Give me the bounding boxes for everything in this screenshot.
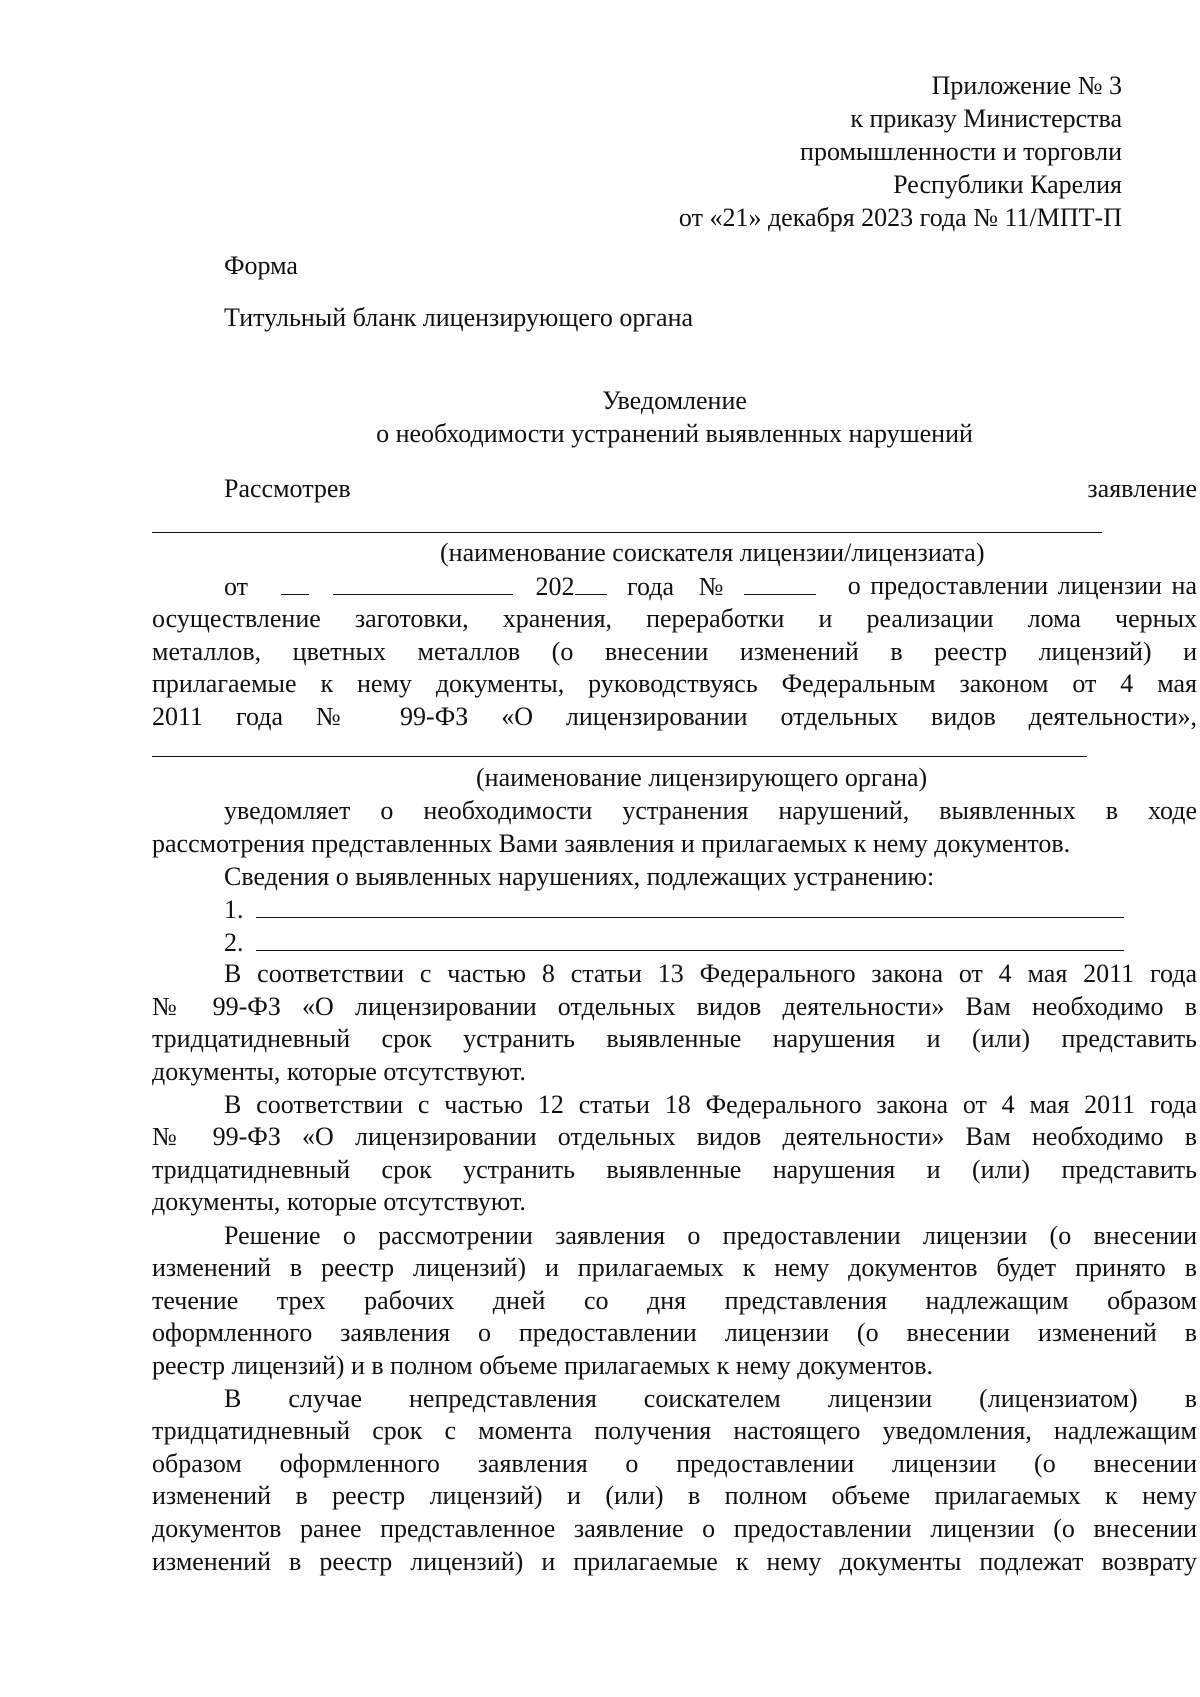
- p1-from: от: [224, 572, 249, 601]
- header-appendix: Приложение № 3: [931, 71, 1122, 100]
- p4-line4: документы, которые отсутствуют.: [152, 1187, 526, 1216]
- document-subtitle: о необходимости устранений выявленных нарушений: [376, 419, 973, 448]
- violation-item-1-number: 1.: [224, 895, 244, 924]
- p1-number-sign: №: [698, 572, 724, 601]
- p3-line2: № 99-ФЗ «О лицензировании отдельных видов деятельности» Вам необходимо в: [152, 992, 1197, 1021]
- year-blank: [575, 570, 607, 595]
- header-republic: Республики Карелия: [893, 170, 1122, 199]
- p4-line1: В соответствии с частью 12 статьи 18 Федерального закона от 4 мая 2011 года: [224, 1090, 1197, 1119]
- p4-line3: тридцатидневный срок устранить выявленные нарушения и (или) представить: [152, 1155, 1197, 1184]
- authority-name-line: [152, 756, 1087, 757]
- p1-year: 202: [535, 572, 575, 601]
- p3-line4: документы, которые отсутствуют.: [152, 1057, 526, 1086]
- p6-line3: образом оформленного заявления о предоставлении лицензии (о внесении: [152, 1449, 1197, 1478]
- header-date-number: от «21» декабря 2023 года № 11/МПТ-П: [678, 203, 1122, 232]
- p1-line5: 2011 года № 99-ФЗ «О лицензировании отдельных видов деятельности»,: [152, 702, 1197, 731]
- document-title: Уведомление: [602, 386, 747, 415]
- p3-line1: В соответствии с частью 8 статьи 13 Федерального закона от 4 мая 2011 года: [224, 959, 1197, 988]
- p1-from-line: [224, 570, 816, 604]
- p1-line2: осуществление заготовки, хранения, переработки и реализации лома черных: [152, 604, 1197, 633]
- p5-line3: течение трех рабочих дней со дня представления надлежащим образом: [152, 1286, 1197, 1315]
- month-blank: [333, 570, 513, 595]
- p1-year-suffix: года: [627, 572, 675, 601]
- intro-considering: Рассмотрев: [224, 474, 351, 503]
- p3-line3: тридцатидневный срок устранить выявленные нарушения и (или) представить: [152, 1024, 1197, 1053]
- day-blank: [281, 570, 309, 595]
- p1-line4: прилагаемые к нему документы, руководствуясь Федеральным законом от 4 мая: [152, 669, 1197, 698]
- violation-item-1-blank: [256, 893, 1124, 918]
- header-order: к приказу Министерства: [850, 104, 1122, 133]
- applicant-name-line: [152, 532, 1102, 533]
- p1-line3: металлов, цветных металлов (о внесении изменений в реестр лицензий) и: [152, 637, 1197, 666]
- p2-line1: уведомляет о необходимости устранения нарушений, выявленных в ходе: [224, 796, 1197, 825]
- p6-line5: документов ранее представленное заявление о предоставлении лицензии (о внесении: [152, 1514, 1197, 1543]
- violation-item-2: [224, 926, 1124, 960]
- p1-line1-end: о предоставлении лицензии на: [847, 571, 1197, 600]
- p6-line1: В случае непредставления соискателем лицензии (лицензиатом) в: [224, 1384, 1197, 1413]
- p6-line4: изменений в реестр лицензий) и (или) в полном объеме прилагаемых к нему: [152, 1481, 1197, 1510]
- violations-heading: Сведения о выявленных нарушениях, подлежащих устранению:: [224, 862, 935, 891]
- number-blank: [744, 570, 816, 595]
- form-label: Форма: [224, 251, 298, 280]
- p6-line2: тридцатидневный срок с момента получения настоящего уведомления, надлежащим: [152, 1416, 1197, 1445]
- p2-line2: рассмотрения представленных Вами заявления и прилагаемых к нему документов.: [152, 829, 1071, 858]
- violation-item-2-number: 2.: [224, 928, 244, 957]
- violation-item-1: [224, 893, 1124, 927]
- authority-caption: (наименование лицензирующего органа): [476, 763, 928, 792]
- header-ministry: промышленности и торговли: [800, 137, 1122, 166]
- p5-line5: реестр лицензий) и в полном объеме прилагаемых к нему документов.: [152, 1351, 934, 1380]
- p5-line2: изменений в реестр лицензий) и прилагаемых к нему документов будет принято в: [152, 1253, 1197, 1282]
- violation-item-2-blank: [256, 926, 1124, 951]
- title-blank-label: Титульный бланк лицензирующего органа: [224, 303, 694, 332]
- p6-line6: изменений в реестр лицензий) и прилагаемые к нему документы подлежат возврату: [152, 1547, 1197, 1576]
- p4-line2: № 99-ФЗ «О лицензировании отдельных видов деятельности» Вам необходимо в: [152, 1122, 1197, 1151]
- intro-application: заявление: [1087, 474, 1197, 503]
- applicant-caption: (наименование соискателя лицензии/лицензиата): [440, 538, 985, 567]
- p5-line1: Решение о рассмотрении заявления о предоставлении лицензии (о внесении: [224, 1221, 1197, 1250]
- p5-line4: оформленного заявления о предоставлении лицензии (о внесении изменений в: [152, 1318, 1197, 1347]
